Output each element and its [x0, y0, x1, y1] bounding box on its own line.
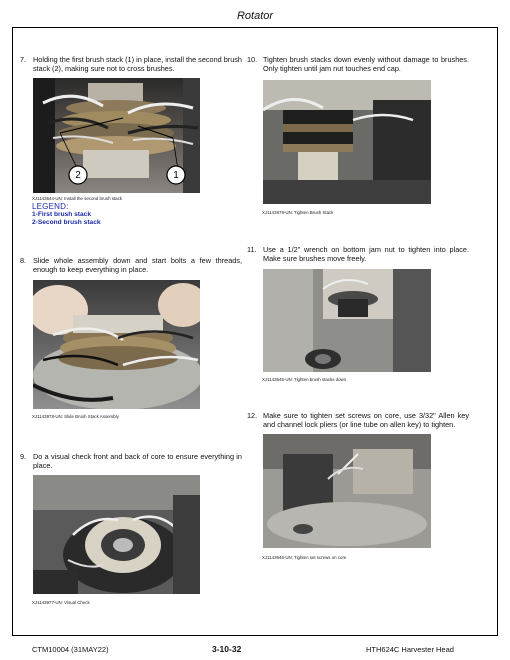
- photo-visual-check: [33, 475, 200, 594]
- legend: [32, 203, 101, 227]
- step-text: Do a visual check front and back of core to ensure everything in place.: [33, 452, 242, 470]
- step-text: Make sure to tighten set screws on core, use 3/32" Allen key and channel lock pliers (or line tube on allen key) to tighten.: [263, 411, 469, 429]
- photo-tighten-brush-stacks-down: [263, 269, 431, 372]
- step-12: [247, 411, 469, 429]
- page-title: Rotator: [236, 10, 274, 22]
- step-9: [20, 452, 242, 470]
- photo-tighten-brush-stack: [263, 80, 431, 204]
- callout-1: 1: [173, 170, 179, 181]
- page-number: 3-10-32: [212, 644, 242, 654]
- figure-caption: XJ1143645-UN: Tighten brush stacks down: [262, 377, 347, 382]
- photo-tighten-set-screws: [263, 434, 431, 548]
- photo-slide-brush-stack-assembly: [33, 280, 200, 409]
- figure-caption: XJ1143646-UN: Tighten set screws on core: [262, 555, 347, 560]
- step-text: Tighten brush stacks down evenly without damage to brushes. Only tighten until jam nut touches end cap.: [263, 55, 469, 73]
- legend-item: 2-Second brush stack: [32, 219, 101, 226]
- step-11: [247, 245, 469, 263]
- step-number: 9.: [20, 452, 27, 461]
- legend-title: LEGEND:: [32, 202, 69, 211]
- step-7: [20, 55, 242, 73]
- step-text: Slide whole assembly down and start bolts a few threads, enough to keep everything in place.: [33, 256, 242, 274]
- figure-caption: XJ1143979-UN: Tighten Brush Stack: [262, 210, 334, 215]
- step-8: [20, 256, 242, 274]
- callout-2: 2: [75, 170, 81, 181]
- step-number: 12.: [247, 411, 258, 420]
- figure-caption: XJ1143644-UN: Install the second brush stack: [32, 196, 122, 201]
- document-id: CTM10004 (31MAY22): [32, 645, 109, 654]
- step-number: 11.: [247, 245, 257, 254]
- left-border: [12, 27, 13, 635]
- step-10: [247, 55, 469, 73]
- footer-rule: [12, 635, 498, 636]
- legend-item: 1-First brush stack: [32, 211, 91, 218]
- header-rule: [12, 27, 498, 28]
- step-number: 10.: [247, 55, 258, 64]
- right-border: [497, 27, 498, 635]
- figure-caption: XJ1143978-UN: Slide Brush Stack Assembly: [32, 414, 119, 419]
- photo-install-second-brush-stack: [33, 78, 200, 193]
- step-number: 8.: [20, 256, 27, 265]
- figure-caption: XJ1143977-UN: Visual Check: [32, 600, 90, 605]
- product-name: HTH624C Harvester Head: [366, 645, 454, 654]
- step-text: Holding the first brush stack (1) in place, install the second brush stack (2), making sure not to cross brushes.: [33, 55, 242, 73]
- step-text: Use a 1/2" wrench on bottom jam nut to tighten into place. Make sure brushes move freely.: [263, 245, 469, 263]
- step-number: 7.: [20, 55, 27, 64]
